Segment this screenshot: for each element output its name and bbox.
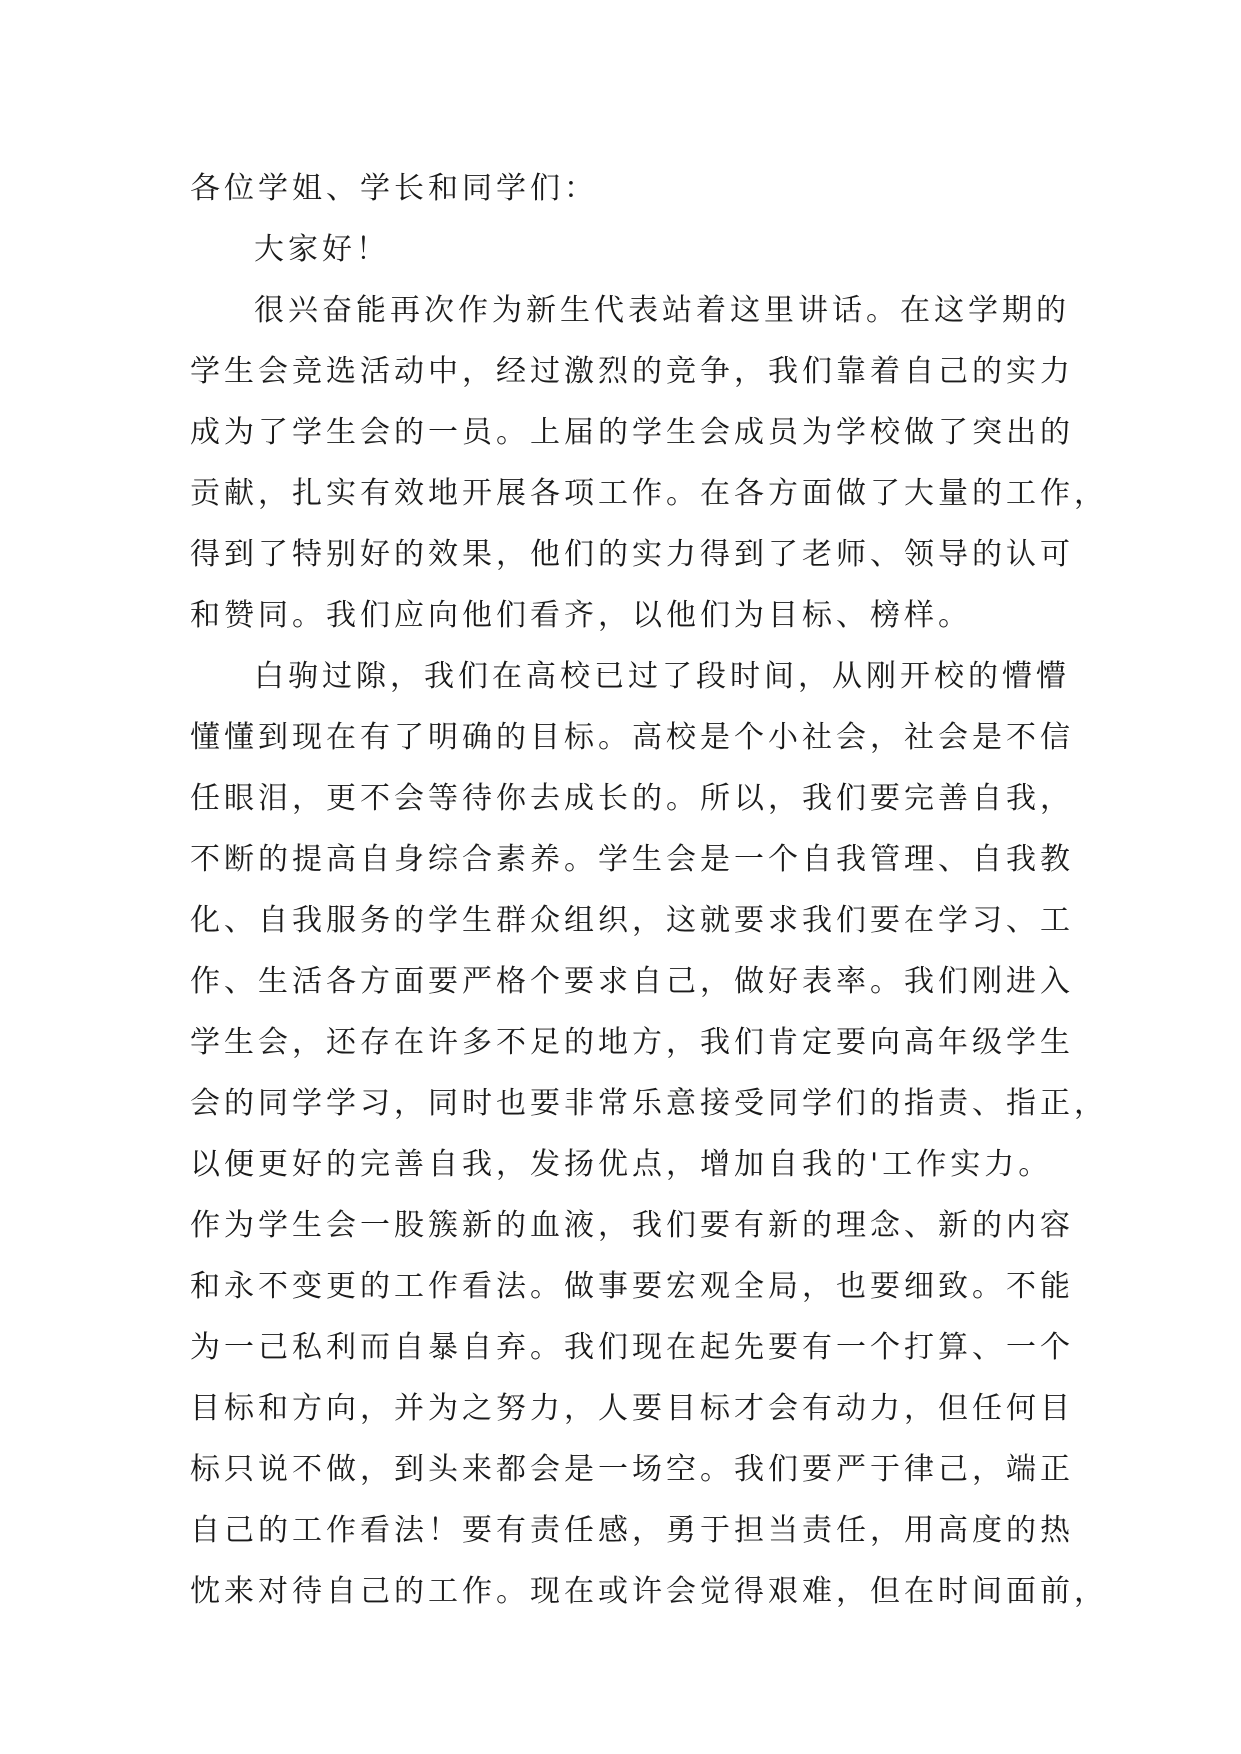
text-line: 大家好！ <box>254 232 390 267</box>
text-line: 各位学姐、学长和同学们： <box>190 171 598 206</box>
text-line: 目标和方向，并为之努力，人要目标才会有动力，但任何目 <box>190 1391 1074 1426</box>
text-line: 得到了特别好的效果，他们的实力得到了老师、领导的认可 <box>190 537 1074 572</box>
text-line: 任眼泪，更不会等待你去成长的。所以，我们要完善自我， <box>190 781 1074 816</box>
text-line: 和赞同。我们应向他们看齐，以他们为目标、榜样。 <box>190 598 972 633</box>
text-line: 不断的提高自身综合素养。学生会是一个自我管理、自我教 <box>190 842 1074 877</box>
text-line: 贡献，扎实有效地开展各项工作。在各方面做了大量的工作， <box>190 476 1108 511</box>
text-line: 成为了学生会的一员。上届的学生会成员为学校做了突出的 <box>190 415 1074 450</box>
text-line: 以便更好的完善自我，发扬优点，增加自我的'工作实力。 <box>190 1147 1053 1182</box>
speech-body <box>190 158 1108 1622</box>
text-line: 会的同学学习，同时也要非常乐意接受同学们的指责、指正， <box>190 1086 1108 1121</box>
text-line: 为一己私利而自暴自弃。我们现在起先要有一个打算、一个 <box>190 1330 1074 1365</box>
text-line: 作为学生会一股簇新的血液，我们要有新的理念、新的内容 <box>190 1208 1074 1243</box>
text-line: 标只说不做，到头来都会是一场空。我们要严于律己，端正 <box>190 1452 1074 1487</box>
text-line: 作、生活各方面要严格个要求自己，做好表率。我们刚进入 <box>190 964 1074 999</box>
text-line: 白驹过隙，我们在高校已过了段时间，从刚开校的懵懵 <box>254 659 1070 694</box>
text-line: 学生会竞选活动中，经过激烈的竞争，我们靠着自己的实力 <box>190 354 1074 389</box>
text-line: 学生会，还存在许多不足的地方，我们肯定要向高年级学生 <box>190 1025 1074 1060</box>
text-line: 忱来对待自己的工作。现在或许会觉得艰难，但在时间面前， <box>190 1574 1108 1609</box>
text-line: 和永不变更的工作看法。做事要宏观全局，也要细致。不能 <box>190 1269 1074 1304</box>
text-line: 自己的工作看法！要有责任感，勇于担当责任，用高度的热 <box>190 1513 1074 1548</box>
text-line: 化、自我服务的学生群众组织，这就要求我们要在学习、工 <box>190 903 1074 938</box>
text-line: 懂懂到现在有了明确的目标。高校是个小社会，社会是不信 <box>190 720 1074 755</box>
text-line: 很兴奋能再次作为新生代表站着这里讲话。在这学期的 <box>254 293 1070 328</box>
